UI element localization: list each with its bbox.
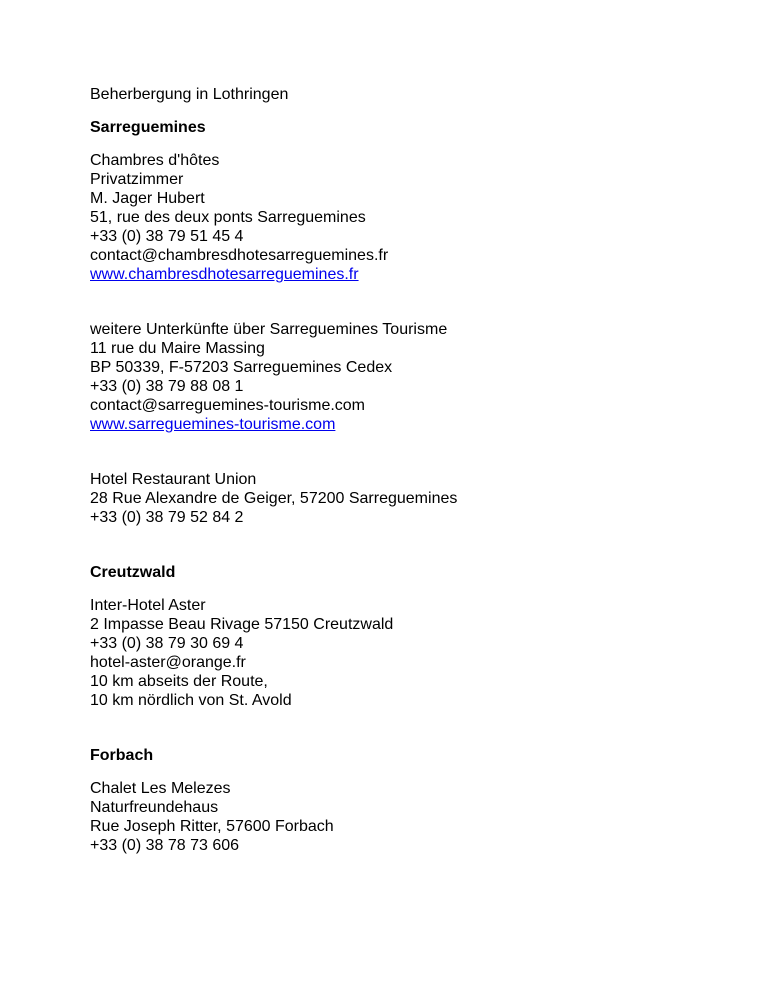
entry-line: 11 rue du Maire Massing xyxy=(90,340,265,357)
entry-line: 10 km nördlich von St. Avold xyxy=(90,692,292,709)
entry-email: hotel-aster@orange.fr xyxy=(90,654,246,671)
entry-line: 51, rue des deux ponts Sarreguemines xyxy=(90,209,366,226)
section-heading-creutzwald: Creutzwald xyxy=(90,564,176,581)
entry-line: 28 Rue Alexandre de Geiger, 57200 Sarreguemines xyxy=(90,490,458,507)
entry-sarreguemines-tourisme xyxy=(90,320,730,434)
entry-line: Inter-Hotel Aster xyxy=(90,597,206,614)
spacer xyxy=(90,527,730,563)
entry-website-link[interactable]: www.sarreguemines-tourisme.com xyxy=(90,416,336,433)
entry-line: Naturfreundehaus xyxy=(90,799,219,816)
spacer xyxy=(90,284,730,320)
entry-line: Chalet Les Melezes xyxy=(90,780,231,797)
entry-phone: +33 (0) 38 78 73 606 xyxy=(90,837,240,854)
entry-phone: +33 (0) 38 79 88 08 1 xyxy=(90,378,244,395)
spacer xyxy=(90,710,730,746)
entry-line: Chambres d'hôtes xyxy=(90,152,220,169)
entry-line: 10 km abseits der Route, xyxy=(90,673,268,690)
entry-phone: +33 (0) 38 79 51 45 4 xyxy=(90,228,244,245)
spacer xyxy=(90,434,730,470)
entry-inter-hotel-aster xyxy=(90,596,730,710)
entry-line: Rue Joseph Ritter, 57600 Forbach xyxy=(90,818,334,835)
entry-line: BP 50339, F-57203 Sarreguemines Cedex xyxy=(90,359,393,376)
entry-hotel-restaurant-union xyxy=(90,470,730,527)
document-title: Beherbergung in Lothringen xyxy=(90,86,289,103)
entry-phone: +33 (0) 38 79 30 69 4 xyxy=(90,635,244,652)
entry-email: contact@sarreguemines-tourisme.com xyxy=(90,397,366,414)
section-heading-forbach: Forbach xyxy=(90,747,154,764)
entry-line: Hotel Restaurant Union xyxy=(90,471,257,488)
entry-chambres-dhotes xyxy=(90,151,730,284)
entry-chalet-les-melezes xyxy=(90,779,730,855)
entry-line: M. Jager Hubert xyxy=(90,190,205,207)
section-heading-sarreguemines: Sarreguemines xyxy=(90,119,206,136)
entry-website-link[interactable]: www.chambresdhotesarreguemines.fr xyxy=(90,266,359,283)
document-page xyxy=(90,85,730,855)
entry-line: 2 Impasse Beau Rivage 57150 Creutzwald xyxy=(90,616,394,633)
entry-email: contact@chambresdhotesarreguemines.fr xyxy=(90,247,389,264)
entry-line: Privatzimmer xyxy=(90,171,184,188)
entry-line: weitere Unterkünfte über Sarreguemines Tourisme xyxy=(90,321,448,338)
entry-phone: +33 (0) 38 79 52 84 2 xyxy=(90,509,244,526)
